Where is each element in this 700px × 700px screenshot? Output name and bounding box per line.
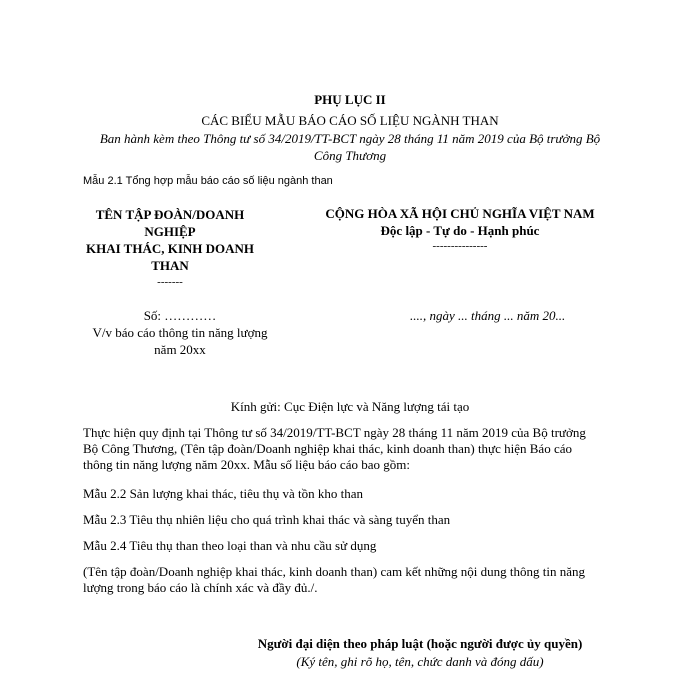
intro-line-2: Bộ Công Thương, (Tên tập đoàn/Doanh nghiệp khai thác, kinh doanh than) thực hiện Báo cáo: [83, 441, 572, 456]
intro-paragraph: [83, 425, 623, 473]
issued-line-2: Công Thương: [313, 148, 387, 163]
org-line-4: THAN: [151, 258, 189, 273]
list-item: Mẫu 2.3 Tiêu thụ nhiên liệu cho quá trình khai thác và sàng tuyển than: [83, 512, 451, 527]
org-line-2: NGHIỆP: [144, 224, 196, 239]
intro-line-3: thông tin năng lượng năm 20xx. Mẫu số liệu báo cáo bao gồm:: [83, 457, 410, 472]
document-number: Số: …………: [143, 308, 217, 323]
nation-line-1: CỘNG HÒA XÃ HỘI CHỦ NGHĨA VIỆT NAM: [325, 206, 595, 221]
date-line: ...., ngày ... tháng ... năm 20...: [410, 308, 566, 323]
subject-line-1: V/v báo cáo thông tin năng lượng: [92, 325, 268, 340]
nation-line-2: Độc lập - Tự do - Hạnh phúc: [380, 223, 540, 238]
signer-title: Người đại diện theo pháp luật (hoặc người được ủy quyền): [257, 636, 583, 651]
commitment-line-1: (Tên tập đoàn/Doanh nghiệp khai thác, kinh doanh than) cam kết những nội dung thông tin năng: [83, 564, 586, 579]
signer-note: (Ký tên, ghi rõ họ, tên, chức danh và đóng dấu): [296, 654, 544, 669]
issued-line-1: Ban hành kèm theo Thông tư số 34/2019/TT-BCT ngày 28 tháng 11 năm 2019 của Bộ trưởng Bộ: [99, 131, 601, 146]
appendix-subtitle: CÁC BIỂU MẪU BÁO CÁO SỐ LIỆU NGÀNH THAN: [201, 113, 499, 128]
organization-header: [70, 206, 270, 274]
nation-dash: ---------------: [432, 240, 488, 252]
appendix-title: PHỤ LỤC II: [314, 92, 386, 107]
intro-line-1: Thực hiện quy định tại Thông tư số 34/2019/TT-BCT ngày 28 tháng 11 năm 2019 của Bộ trưởng: [83, 425, 586, 440]
org-dash: -------: [157, 276, 183, 288]
org-line-1: TÊN TẬP ĐOÀN/DOANH: [95, 207, 245, 222]
subject-line-2: năm 20xx: [154, 342, 206, 357]
list-item: Mẫu 2.4 Tiêu thụ than theo loại than và nhu cầu sử dụng: [83, 538, 377, 553]
recipient: Kính gửi: Cục Điện lực và Năng lượng tái tạo: [230, 399, 470, 414]
list-item: Mẫu 2.2 Sản lượng khai thác, tiêu thụ và tồn kho than: [83, 486, 364, 501]
org-line-3: KHAI THÁC, KINH DOANH: [85, 241, 255, 256]
commitment-paragraph: [83, 564, 623, 596]
form-label: Mẫu 2.1 Tổng hợp mẫu báo cáo số liệu ngành than: [83, 175, 333, 187]
commitment-line-2: lượng trong báo cáo là chính xác và đầy đủ./.: [83, 580, 318, 595]
